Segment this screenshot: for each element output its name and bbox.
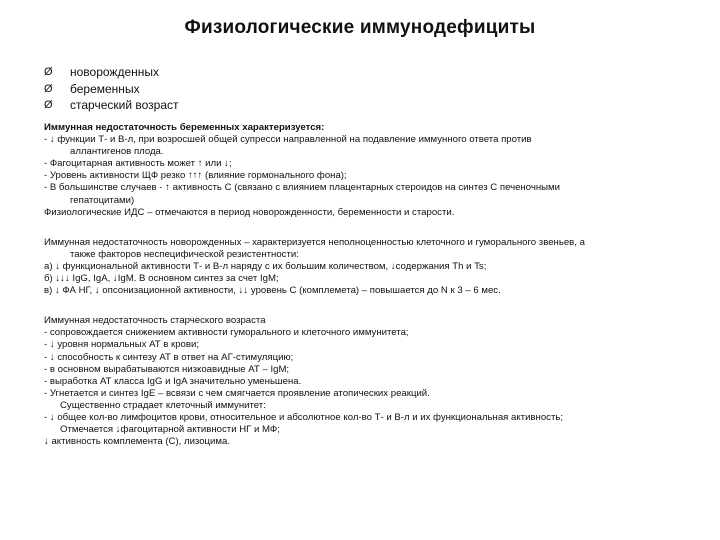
bullet-item xyxy=(44,81,179,98)
text-line: - В большинстве случаев - ↑ активность С (связано с влиянием плацентарных стероидов на синтез С печеночными xyxy=(44,182,560,194)
bullet-text: новорожденных xyxy=(70,65,160,80)
text-line: гепатоцитами) xyxy=(70,194,135,206)
bullet-text: старческий возраст xyxy=(70,98,179,113)
bullet-list xyxy=(44,64,179,114)
section-pregnancy xyxy=(44,122,684,219)
text-line: - выработка АТ класса IgG и IgA значительно уменьшена. xyxy=(44,375,302,387)
bullet-item xyxy=(44,97,179,114)
text-line: а) ↓ функциональной активности Т- и В-л наряду с их большим количеством, ↓содержания Th и Ts; xyxy=(44,260,487,272)
text-line: - Угнетается и синтез IgE – всвязи с чем смягчается проявление атопических реакций. xyxy=(44,387,430,399)
body-text xyxy=(44,122,684,466)
text-line: - ↓ функции Т- и В-л, при возросшей общей супресси направленной на подавление иммунного ответа против xyxy=(44,134,532,146)
arrow-bullet-icon: Ø xyxy=(44,66,53,79)
section-elderly xyxy=(44,315,684,448)
section-newborns xyxy=(44,237,684,297)
text-line: - ↓ общее кол-во лимфоцитов крови, относительное и абсолютное кол-во Т- и В-л и их функциональная активность; xyxy=(44,411,564,423)
arrow-bullet-icon: Ø xyxy=(44,82,53,95)
text-line: аллантигенов плода. xyxy=(70,146,164,158)
text-line: - ↓ способность к синтезу АТ в ответ на АГ-стимуляцию; xyxy=(44,351,294,363)
bullet-text: беременных xyxy=(70,81,140,96)
text-line: также факторов неспецифической резистентности: xyxy=(70,248,299,260)
text-line: - Фагоцитарная активность может ↑ или ↓; xyxy=(44,158,232,170)
text-line: б) ↓↓↓ IgG, IgA, ↓IgM. В основном синтез за счет IgM; xyxy=(44,273,279,285)
text-line: - в основном вырабатываются низкоавидные АТ – IgM; xyxy=(44,363,290,375)
text-line: Существенно страдает клеточный иммунитет: xyxy=(60,399,266,411)
text-line: Физиологические ИДС – отмечаются в период новорожденности, беременности и старости. xyxy=(44,206,455,218)
bullet-item xyxy=(44,64,179,81)
text-line: ↓ активность комплемента (С), лизоцима. xyxy=(44,436,231,448)
section-heading: Иммунная недостаточность старческого возраста xyxy=(44,315,266,327)
text-line: Иммунная недостаточность новорожденных – характеризуется неполноценностью клеточного и гуморального звеньев, а xyxy=(44,236,585,248)
text-line: - ↓ уровня нормальных АТ в крови; xyxy=(44,339,200,351)
text-line: - сопровождается снижением активности гуморального и клеточного иммунитета; xyxy=(44,327,409,339)
arrow-bullet-icon: Ø xyxy=(44,99,53,112)
text-line: - Уровень активности ЩФ резко ↑↑↑ (влияние гормонального фона); xyxy=(44,170,347,182)
text-line: в) ↓ ФА НГ, ↓ опсонизационной активности, ↓↓ уровень С (комплемета) – повышается до N к 3 – 6 мес. xyxy=(44,285,501,297)
text-line: Отмечается ↓фагоцитарной активности НГ и МФ; xyxy=(60,424,280,436)
section-heading: Иммунная недостаточность беременных характеризуется: xyxy=(44,122,325,133)
slide-title: Физиологические иммунодефициты xyxy=(184,17,536,38)
